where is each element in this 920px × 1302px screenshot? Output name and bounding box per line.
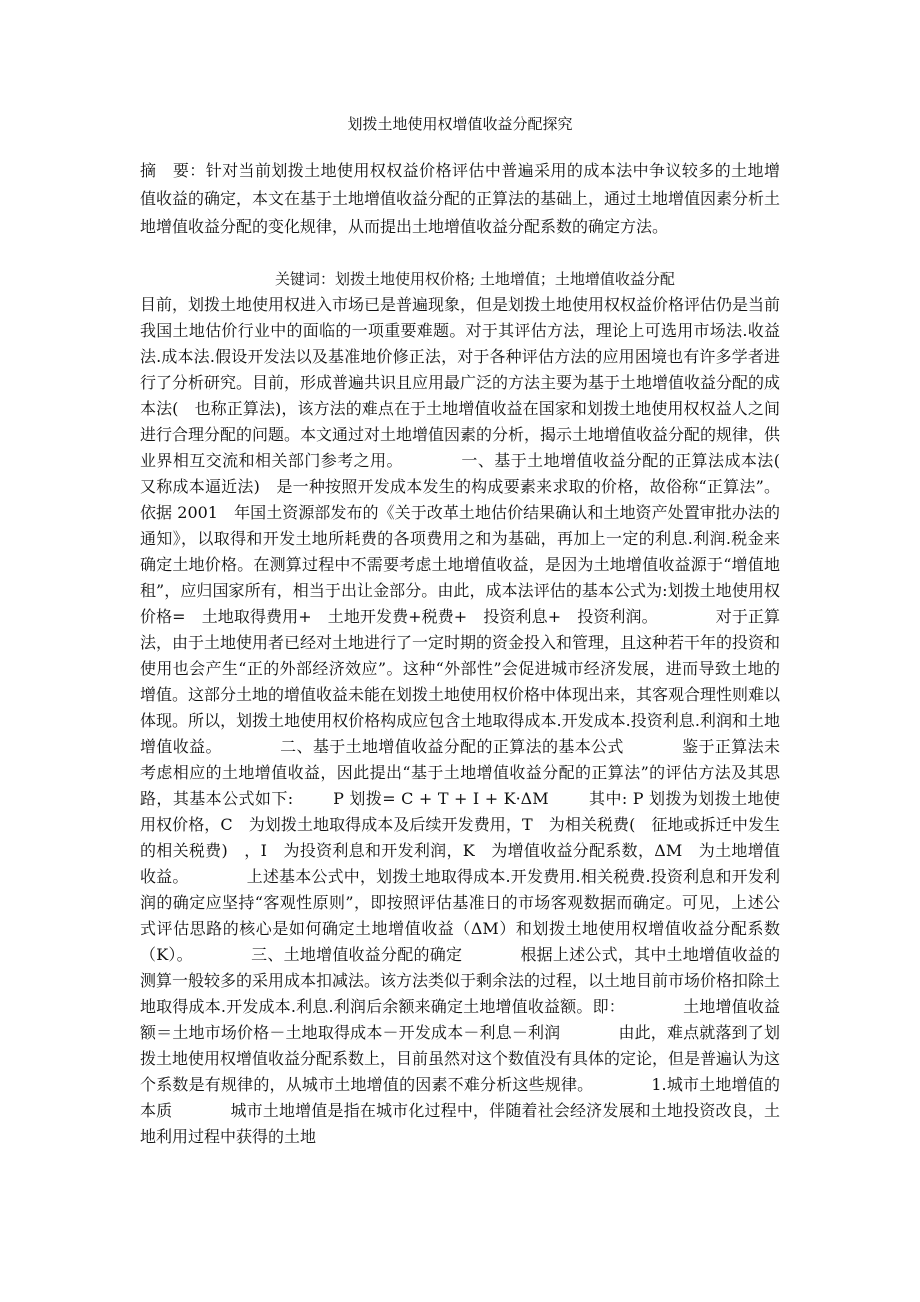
- paragraph: 上述基本公式中，划拨土地取得成本.开发费用.相关税费.投资利息和开发利润的确定应坚持“客观性原则”，即按照评估基准日的市场客观数据而确定。可见，上述公式评估思路的核心是如何确定土地增值收益（ΔM）和划拨土地使用权增值收益分配系数（K）。: [140, 867, 780, 964]
- section-heading: 二、基于土地增值收益分配的正算法的基本公式: [279, 737, 624, 756]
- paragraph: 其中: P 划拨为划拨土地使用权价格，C 为划拨土地取得成本及后续开发费用，T 为相关税费( 征地或拆迁中发生的相关税费) ，I 为投资利息和开发利润，K 为增值收益分配系数，ΔM 为土地增值收益。: [140, 789, 780, 886]
- body-text: [140, 292, 797, 1150]
- paragraph: 由此，难点就落到了划拨土地使用权增值收益分配系数上，目前虽然对这个数值没有具体的定论，但是普遍认为这个系数是有规律的，从城市土地增值的因素不难分析这些规律。: [140, 1023, 781, 1094]
- paragraph: 鉴于正算法未考虑相应的土地增值收益，因此提出“基于土地增值收益分配的正算法”的评估方法及其思路，其基本公式如下:: [140, 737, 780, 808]
- paragraph: 目前，划拨土地使用权进入市场已是普遍现象，但是划拨土地使用权权益价格评估仍是当前我国土地估价行业中的面临的一项重要难题。对于其评估方法，理论上可选用市场法.收益法.成本法.假设开发法以及基准地价修正法，对于各种评估方法的应用困境也有许多学者进行了分析研究。目前，形成普遍共识且应用最广泛的方法主要为基于土地增值收益分配的成本法( 也称正算法)，该方法的难点在于土地增值收益在国家和划拨土地使用权权益人之间进行合理分配的问题。本文通过对土地增值因素的分析，揭示土地增值收益分配的规律，供业界相互交流和相关部门参考之用。: [140, 295, 781, 470]
- abstract-text: 针对当前划拨土地使用权权益价格评估中普遍采用的成本法中争议较多的土地增值收益的确定，本文在基于土地增值收益分配的正算法的基础上，通过土地增值因素分析土地增值收益分配的变化规律，从而提出土地增值收益分配系数的确定方法。: [140, 161, 781, 236]
- abstract: [140, 157, 780, 241]
- abstract-label: 摘 要：: [140, 161, 206, 180]
- paragraph: 城市土地增值是指在城市化过程中，伴随着社会经济发展和土地投资改良，土地利用过程中获得的土地: [140, 1101, 780, 1146]
- section-heading: 三、土地增值收益分配的确定: [250, 945, 463, 964]
- paragraph: 成本法( 又称成本逼近法) 是一种按照开发成本发生的构成要素来求取的价格，故俗称“正算法”。依据 2001 年国土资源部发布的《关于改革土地估价结果确认和土地资产处置审批办法的通知》，以取得和开发土地所耗费的各项费用之和为基础，再加上一定的利息.利润.税金来确定土地价格。在测算过程中不需要考虑土地增值收益，是因为土地增值收益源于“增值地租”，应归国家所有，相当于出让金部分。由此，成本法评估的基本公式为:划拨土地使用权价格= 土地取得费用+ 土地开发费+税费+ 投资利息+ 投资利润。: [140, 451, 797, 626]
- section-heading: 1.城市土地增值的本质: [140, 1075, 780, 1120]
- paragraph: 对于正算法，由于土地使用者已经对土地进行了一定时期的资金投入和管理，且这种若干年的投资和使用也会产生“正的外部经济效应”。这种“外部性”会促进城市经济发展，进而导致土地的增值。这部分土地的增值收益未能在划拨土地使用权价格中体现出来，其客观合理性则难以体现。所以，划拨土地使用权价格构成应包含土地取得成本.开发成本.投资利息.利润和土地增值收益。: [140, 607, 781, 756]
- document-title: 划拨土地使用权增值收益分配探究: [347, 115, 573, 133]
- formula: 土地增值收益额＝土地市场价格－土地取得成本－开发成本－利息－利润: [140, 997, 780, 1042]
- paragraph: 根据上述公式，其中土地增值收益的测算一般较多的采用成本扣减法。该方法类似于剩余法的过程，以土地目前市场价格扣除土地取得成本.开发成本.利息.利润后余额来确定土地增值收益额。即：: [140, 945, 781, 1016]
- keywords: 关键词：划拨土地使用权价格; 土地增值；土地增值收益分配: [275, 270, 675, 288]
- section-heading: 一、基于土地增值收益分配的正算法: [461, 451, 725, 470]
- formula: P 划拨= C + T + I + K·ΔM: [333, 789, 549, 808]
